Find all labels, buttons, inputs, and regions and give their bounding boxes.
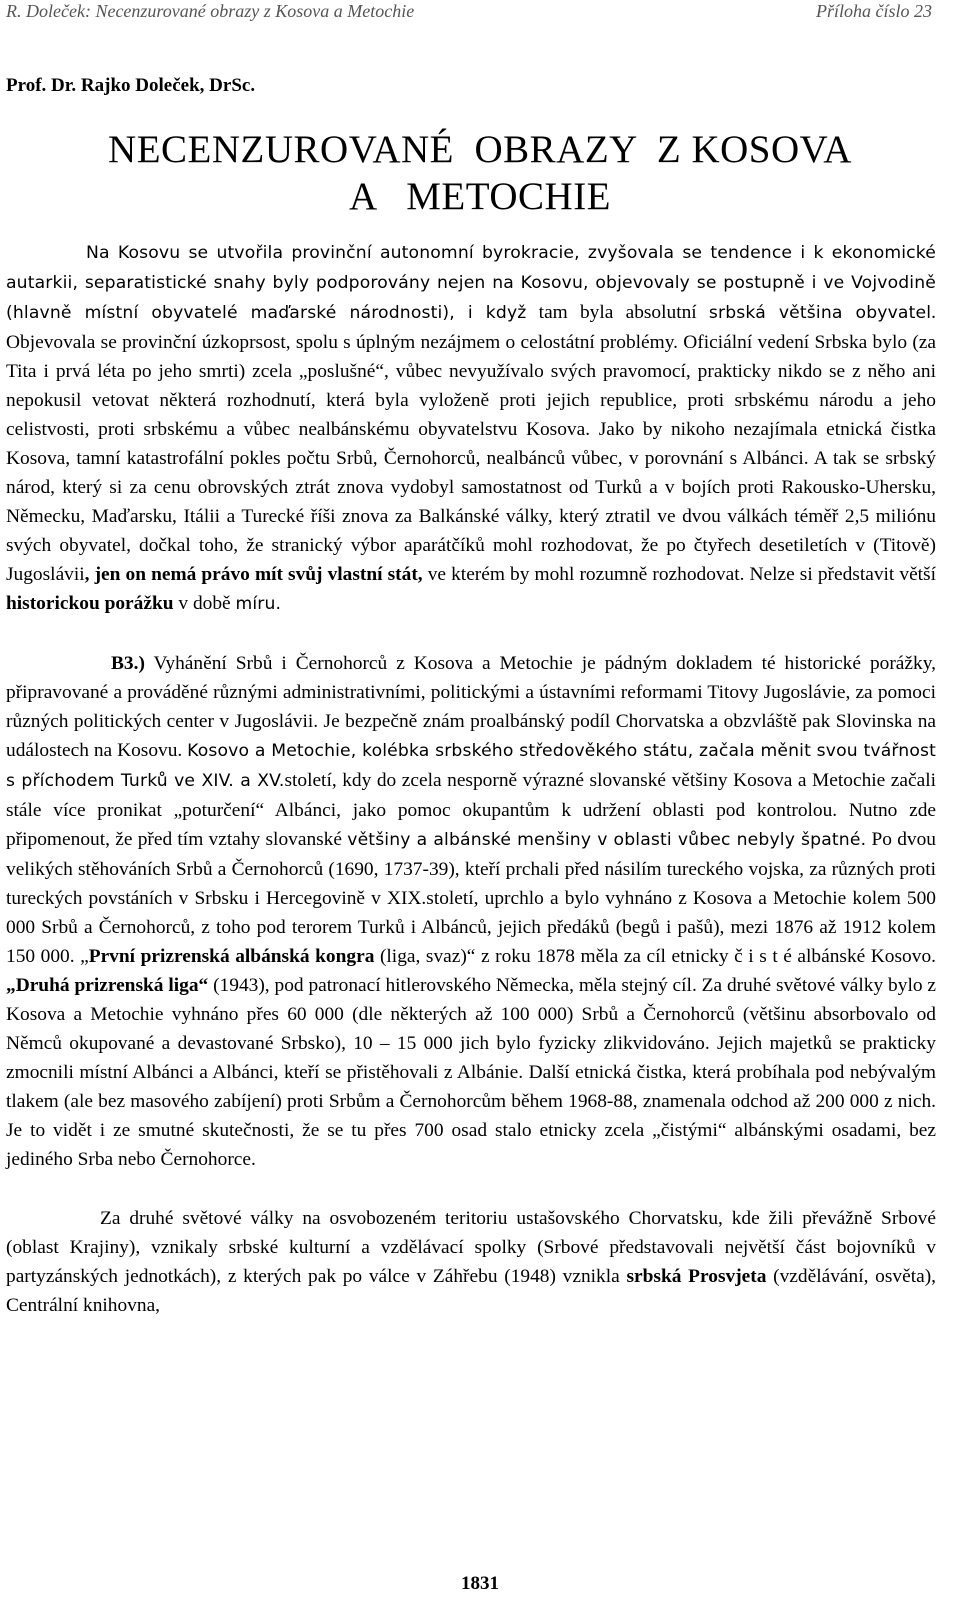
header-right: Příloha číslo 23 xyxy=(816,1,932,21)
p2-text-1: Vyhánění Srbů i Černohorců z Kosova a Metochie je pádným dokladem té historické porážky, připravované a prováděné různými administrativními, politickými a ústavními reformami Titovy Jugoslávie, za pomoci různých politických center v Jugoslávii. Je bezpečně znám proalbánský podíl Chorvatska a obzvláště pak Slovinska na událostech na Kosovu. xyxy=(6,653,936,761)
paragraph-1 xyxy=(6,238,936,619)
paragraph-3 xyxy=(6,1204,936,1320)
p1-text-1: Na Kosovu se utvořila provinční autonomní byrokracie, zvyšovala se tendence i k ekonomické autarkii, separatistické snahy byly podporovány nejen na Kosovu, objevovaly se postupně i ve Vojvodině (hlavně místní obyvatelé maďarské národnosti), i když xyxy=(6,243,936,323)
p1-text-4: . Objevovala se provinční úzkoprsost, spolu s úplným nezájmem o celostátní problémy xyxy=(6,302,936,353)
p3-text-2: (vzdělávání, osvěta), Centrální knihovna, xyxy=(6,1266,937,1316)
p2-text-8: (1943), pod patronací hitlerovského Německa, měla stejný cíl. Za druhé světové války bylo z Kosova a Metochie vyhnáno přes 60 000 (dle některých až 100 000) Srbů a Černohorců (většinu absorbovalo od Němců okupované a devastované Srbsko), 10 – 15 000 jich bylo fyzicky zlikvidováno. Jejich majetků se prakticky zmocnili místní Albánci a Albánci, kteří se přistěhovali z Albánie. Další etnická čistka, která probíhala pod nebývalým tlakem (ale bez masového zabíjení) proti Srbům a Černohorcům během 1968-88, znamenala odchod až 200 000 z nich. Je to vidět i ze smutné skutečnosti, že se tu přes 700 osad stalo etnicky zcela „čistými“ albánskými osadami, bez jediného Srba nebo Černohorce. xyxy=(6,975,936,1170)
p1-text-3: srbská většina obyvatel xyxy=(708,303,932,323)
p1-text-7: v době xyxy=(173,593,236,614)
document-body xyxy=(6,238,936,1320)
title-line-1: NECENZUROVANÉ OBRAZY Z KOSOVA xyxy=(108,128,852,171)
p2-bold-2: První prizrenská albánská kongra xyxy=(88,946,375,967)
document-title xyxy=(0,126,960,220)
p1-bold-2: historickou porážku xyxy=(6,593,174,614)
page-number: 1831 xyxy=(461,1573,499,1594)
p2-text-3: století, kdy do zcela nesporně výrazné slovanské většiny Kosova a Metochie začali stále více pronikat „poturčení“ Albánci, jako pomoc okupantům k udržení oblasti pod kontrolou. Nutno zde připomenout, že před tím vztahy slovanské xyxy=(6,770,937,850)
title-line-2: A METOCHIE xyxy=(348,175,612,218)
p3-text-1: Za druhé světové války na osvobozeném teritoriu ustašovského Chorvatsku, kde žili převážně Srbové (oblast Krajiny), vznikaly srbské kulturní a vzdělávací spolky (Srbové představovali největší část bojovníků v partyzánských jednotkách), z kterých pak po válce v Záhřebu (1948) vznikla xyxy=(6,1208,936,1287)
p1-text-2: tam byla absolutní xyxy=(526,302,709,323)
p3-bold-1: srbská Prosvjeta xyxy=(626,1266,767,1287)
p2-text-6: století, uprchlo a bylo vyhnáno z Kosova a Metochie kolem 500 000 Srbů a Černohorců, z toho pod terorem Turků i Albánců, jejich předáků (begů i pašů), mezi 1876 až 1912 kolem 150 000. „ xyxy=(6,888,936,967)
p2-bold-3: „Druhá prizrenská liga“ xyxy=(6,975,209,996)
p1-text-6: ve kterém by mohl rozumně rozhodovat. Nelze si představit větší xyxy=(422,564,936,585)
paragraph-2 xyxy=(6,649,936,1174)
p2-bold-1: B3.) xyxy=(111,653,145,674)
author-line: Prof. Dr. Rajko Doleček, DrSc. xyxy=(6,75,256,96)
p1-bold-1: , jen on nemá právo mít svůj vlastní stát, xyxy=(84,564,423,585)
header-left: R. Doleček: Necenzurované obrazy z Kosova a Metochie xyxy=(6,1,415,21)
p1-text-5: . Oficiální vedení Srbska bylo (za Tita i prvá léta po jeho smrti) zcela „poslušné“, vůbec nevyužívalo svých pravomocí, prakticky nikdo se z něho ani nepokusil vetovat některá rozhodnutí, která byla vyloženě proti jejich republice, proti srbskému národu a jeho celistvosti, proti srbskému a vůbec nealbánskému obyvatelstvu Kosova. Jako by nikoho nezajímala etnická čistka Kosova, tamní katastrofální pokles počtu Srbů, Černohorců, nealbánců vůbec, v porovnání s Albánci. A tak se srbský národ, který si za cenu obrovských ztrát znova vydobyl samostatnost od Turků a v bojích proti Rakousko-Uhersku, Německu, Maďarsku, Itálii a Turecké říši znova za Balkánské války, který ztratil ve dvou válkách téměř 2,5 miliónu svých obyvatel, dočkal toho, že stranický výbor aparátčíků mohl rozhodovat, že po čtyřech desetiletích v (Titově) Jugoslávii xyxy=(6,332,936,585)
p2-text-5: Po dvou velikých stěhováních Srbů a Černohorců (1690, 1737-39), kteří prchali před násilím tureckého vojska, za různých proti tureckých povstáních v Srbsku i Hercegovině v XIX. xyxy=(6,829,936,909)
running-header xyxy=(6,0,932,22)
p2-text-2: Kosovo a Metochie, kolébka srbského středověkého státu, začala měnit svou tvářnost s příchodem Turků ve XIV. a XV. xyxy=(6,741,936,791)
p2-text-7: (liga, svaz)“ z roku 1878 měla za cíl etnicky č i s t é albánské Kosovo. xyxy=(374,946,936,967)
p1-text-8: míru. xyxy=(235,594,282,614)
p2-text-4: většiny a albánské menšiny v oblasti vůbec nebyly špatné. xyxy=(347,830,867,850)
